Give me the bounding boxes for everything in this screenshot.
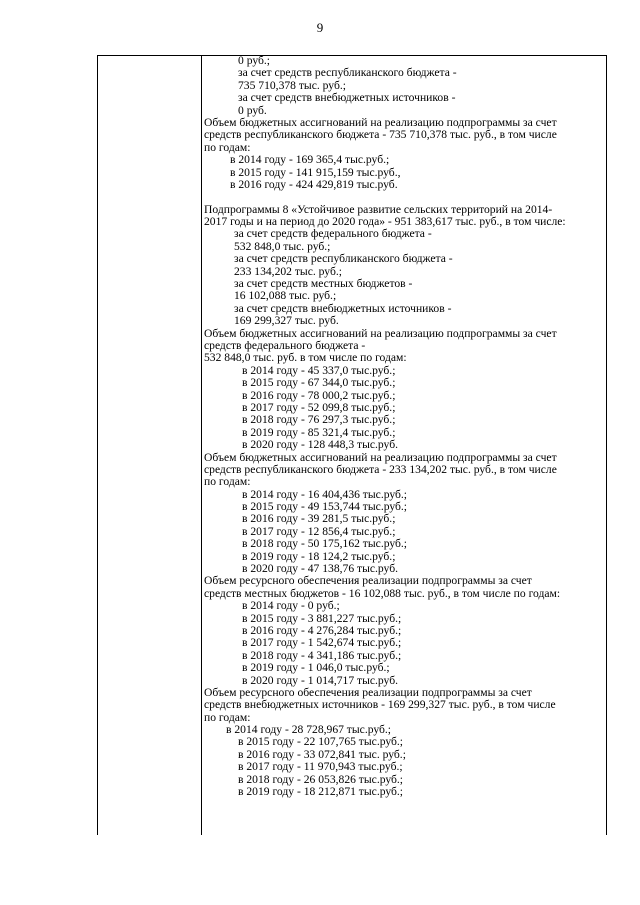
text-line: в 2014 году - 16 404,436 тыс.руб.; — [242, 487, 408, 501]
text-line: в 2016 году - 33 072,841 тыс. руб.; — [238, 747, 406, 761]
text-line: в 2015 году - 22 107,765 тыс.руб.; — [238, 735, 404, 749]
text-line: 169 299,327 тыс. руб. — [234, 314, 339, 328]
text-line: в 2017 году - 1 542,674 тыс.руб.; — [242, 636, 402, 650]
text-line: в 2015 году - 67 344,0 тыс.руб.; — [242, 376, 396, 390]
text-line: за счет средств местных бюджетов - — [234, 277, 413, 291]
text-line: в 2019 году - 18 124,2 тыс.руб.; — [242, 549, 396, 563]
text-line: Объем ресурсного обеспечения реализации подпрограммы за счет — [204, 574, 532, 588]
text-line: за счет средств республиканского бюджета - — [234, 252, 453, 266]
text-line: за счет средств внебюджетных источников - — [234, 301, 452, 315]
text-line: в 2018 году - 26 053,826 тыс.руб.; — [238, 772, 404, 786]
text-line: 532 848,0 тыс. руб.; — [234, 239, 331, 253]
text-line: в 2014 году - 45 337,0 тыс.руб.; — [242, 363, 396, 377]
text-line: средств республиканского бюджета - 233 134,202 тыс. руб., в том числе — [204, 462, 557, 476]
text-line: 0 руб.; — [238, 54, 271, 67]
page-number: 9 — [316, 20, 324, 35]
text-line: в 2018 году - 50 175,162 тыс.руб.; — [242, 537, 408, 551]
text-line: Объем ресурсного обеспечения реализации подпрограммы за счет — [204, 685, 532, 699]
text-line: Подпрограммы 8 «Устойчивое развитие сельских территорий на 2014- — [204, 202, 553, 216]
text-line: 0 руб. — [238, 103, 267, 117]
text-line: в 2019 году - 85 321,4 тыс.руб.; — [242, 425, 396, 439]
text-line: Объем бюджетных ассигнований на реализацию подпрограммы за счет — [204, 115, 557, 129]
text-line: за счет средств федерального бюджета - — [234, 227, 432, 241]
text-line: в 2017 году - 12 856,4 тыс.руб.; — [242, 524, 396, 538]
text-line: в 2018 году - 76 297,3 тыс.руб.; — [242, 413, 396, 427]
text-line: в 2014 году - 0 руб.; — [242, 599, 340, 613]
text-line: 16 102,088 тыс. руб.; — [234, 289, 337, 303]
funding-text-cell — [204, 55, 604, 798]
text-line: 233 134,202 тыс. руб.; — [234, 264, 342, 278]
text-line: за счет средств республиканского бюджета - — [238, 66, 457, 80]
text-line: в 2015 году - 141 915,159 тыс.руб., — [230, 165, 401, 179]
text-line: по годам: — [204, 140, 251, 154]
text-line: за счет средств внебюджетных источников - — [238, 91, 456, 105]
text-line: средств местных бюджетов - 16 102,088 тыс. руб., в том числе по годам: — [204, 586, 561, 600]
text-line: в 2015 году - 49 153,744 тыс.руб.; — [242, 500, 408, 514]
text-line: средств внебюджетных источников - 169 299,327 тыс. руб., в том числе — [204, 698, 556, 712]
text-line: 532 848,0 тыс. руб. в том числе по годам: — [204, 351, 407, 365]
text-line: в 2019 году - 1 046,0 тыс.руб.; — [242, 661, 390, 675]
blank-line — [204, 191, 604, 203]
table-column-divider — [201, 56, 202, 835]
text-line: по годам: — [204, 475, 251, 489]
text-line: в 2014 году - 28 728,967 тыс.руб.; — [226, 723, 392, 737]
text-line: в 2016 году - 39 281,5 тыс.руб.; — [242, 512, 396, 526]
text-line: в 2020 году - 128 448,3 тыс.руб. — [242, 438, 398, 452]
text-line: в 2018 году - 4 341,186 тыс.руб.; — [242, 648, 402, 662]
text-line: Объем бюджетных ассигнований на реализацию подпрограммы за счет — [204, 450, 557, 464]
text-line: средств республиканского бюджета - 735 710,378 тыс. руб., в том числе — [204, 128, 557, 142]
text-line: в 2016 году - 78 000,2 тыс.руб.; — [242, 388, 396, 402]
text-line: 2017 годы и на период до 2020 года» - 951 383,617 тыс. руб., в том числе: — [204, 215, 566, 229]
text-line: 735 710,378 тыс. руб.; — [238, 78, 346, 92]
text-line: в 2019 году - 18 212,871 тыс.руб.; — [238, 785, 404, 799]
text-line: в 2020 году - 47 138,76 тыс.руб. — [242, 562, 398, 576]
text-line: в 2015 году - 3 881,227 тыс.руб.; — [242, 611, 402, 625]
text-line: в 2020 году - 1 014,717 тыс.руб. — [242, 673, 398, 687]
text-line: по годам: — [204, 710, 251, 724]
text-line: в 2017 году - 11 970,943 тыс.руб.; — [238, 760, 403, 774]
text-line: в 2014 году - 169 365,4 тыс.руб.; — [230, 153, 390, 167]
text-line: в 2016 году - 424 429,819 тыс.руб. — [230, 177, 398, 191]
text-line: Объем бюджетных ассигнований на реализацию подпрограммы за счет — [204, 326, 557, 340]
text-line: средств федерального бюджета - — [204, 338, 366, 352]
text-line: в 2016 году - 4 276,284 тыс.руб.; — [242, 623, 402, 637]
text-line: в 2017 году - 52 099,8 тыс.руб.; — [242, 400, 396, 414]
